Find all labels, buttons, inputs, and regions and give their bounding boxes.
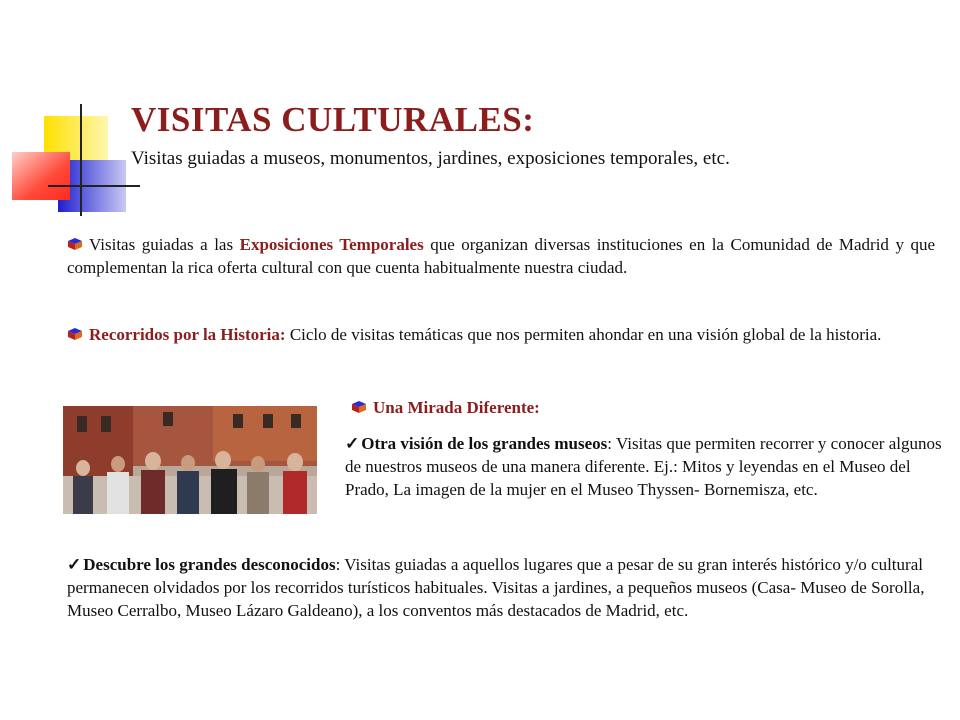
- item-recorridos: Recorridos por la Historia: Ciclo de visitas temáticas que nos permiten ahondar en una visión global de la historia.: [67, 323, 935, 346]
- mirada-heading: Una Mirada Diferente:: [351, 396, 911, 419]
- item-desconocidos: ✓ Descubre los grandes desconocidos: Visitas guiadas a aquellos lugares que a pesar de su gran interés histórico y/o cultural permanecen olvidados por los recorridos turísticos habituales. Visitas a jardines, a pequeños museos (Casa- Museo de Sorolla, Museo Cerralbo, Museo Lázaro Galdeano), a los conventos más destacados de Madrid, etc.: [67, 555, 925, 620]
- highlight-recorridos: Recorridos por la Historia:: [89, 325, 286, 344]
- tour-group-photo: [63, 406, 317, 514]
- highlight-exposiciones-temporales: Exposiciones Temporales: [239, 235, 424, 254]
- logo-graphic: [0, 0, 140, 230]
- item-exposiciones: Visitas guiadas a las Exposiciones Temporales que organizan diversas instituciones en la Comunidad de Madrid y que complementan la rica oferta cultural con que cuenta habitualmente nuestra ciudad.: [67, 235, 935, 277]
- bullet-icon: [67, 237, 83, 251]
- check-icon: ✓: [67, 555, 82, 574]
- item-otra-vision: ✓ Otra visión de los grandes museos: Visitas que permiten recorrer y conocer algunos de nuestros museos de una manera diferente. Ej.: Mitos y leyendas en el Museo del Prado, La imagen de la mujer en el Museo Thyssen- Bornemisza, etc.: [345, 434, 942, 499]
- page-title: VISITAS CULTURALES:: [131, 100, 535, 139]
- bullet-icon: [351, 400, 367, 414]
- bullet-icon: [67, 327, 83, 341]
- check-icon: ✓: [345, 434, 360, 453]
- page-subtitle: Visitas guiadas a museos, monumentos, jardines, exposiciones temporales, etc.: [131, 148, 730, 169]
